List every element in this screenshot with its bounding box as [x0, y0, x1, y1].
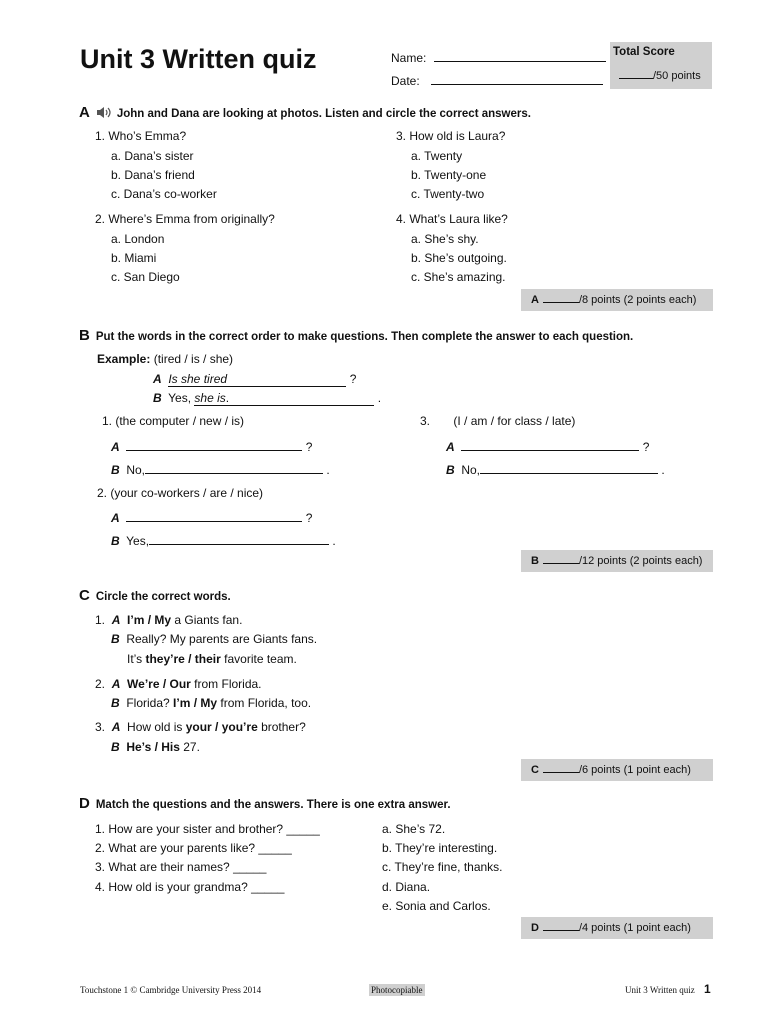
c-item-1a: 1. A I’m / My a Giants fan. — [95, 613, 243, 627]
a-q1-option-b[interactable]: b. Dana’s friend — [111, 168, 195, 182]
b-q3-a-field[interactable] — [461, 438, 639, 451]
d-question-4[interactable]: 4. How old is your grandma? _____ — [95, 880, 285, 894]
section-b-score-field[interactable] — [543, 553, 579, 564]
a-question-4: 4. What’s Laura like? — [396, 212, 508, 226]
d-answer-c: c. They’re fine, thanks. — [382, 860, 503, 874]
b-q3-a: A ? — [446, 440, 650, 454]
d-question-2[interactable]: 2. What are your parents like? _____ — [95, 841, 292, 855]
c-item-3b: B He’s / His 27. — [111, 740, 200, 754]
section-d-header: D Match the questions and the answers. There is one extra answer. — [79, 795, 451, 812]
section-b-header: B Put the words in the correct order to make questions. Then complete the answer to each question. — [79, 327, 634, 344]
d-answer-b: b. They’re interesting. — [382, 841, 498, 855]
a-question-1: 1. Who’s Emma? — [95, 129, 187, 143]
section-a-score-field[interactable] — [543, 292, 579, 303]
section-d-instruction: Match the questions and the answers. There is one extra answer. — [95, 799, 451, 811]
b-example: Example: (tired / is / she) — [97, 352, 234, 366]
b-question-1: 1. (the computer / new / is) — [102, 414, 245, 428]
date-field[interactable] — [431, 72, 603, 85]
d-answer-d: d. Diana. — [382, 880, 431, 894]
a-q1-option-a[interactable]: a. Dana’s sister — [111, 149, 194, 163]
c-item-2a: 2. A We’re / Our from Florida. — [95, 677, 262, 691]
speaker-icon[interactable] — [96, 106, 111, 122]
c-choice-3b[interactable]: He’s / His — [126, 740, 180, 754]
c-item-3a: 3. A How old is your / you’re brother? — [95, 720, 306, 734]
a-q4-option-a[interactable]: a. She’s shy. — [411, 232, 479, 246]
c-item-2b: B Florida? I’m / My from Florida, too. — [111, 696, 312, 710]
c-choice-3a[interactable]: your / you’re — [185, 720, 258, 734]
b-q1-b: B No, . — [111, 463, 330, 477]
a-question-3: 3. How old is Laura? — [396, 129, 506, 143]
section-c-points: C /6 points (1 point each) — [521, 759, 713, 781]
a-q4-option-b[interactable]: b. She’s outgoing. — [411, 251, 507, 265]
b-q2-a-field[interactable] — [126, 509, 302, 522]
a-q3-option-c[interactable]: c. Twenty-two — [411, 187, 485, 201]
footer-photocopiable: Photocopiable — [371, 985, 423, 995]
b-question-2: 2. (your co-workers / are / nice) — [97, 486, 264, 500]
c-item-1b: B Really? My parents are Giants fans. — [111, 632, 318, 646]
footer-unit-title: Unit 3 Written quiz — [625, 985, 695, 995]
a-q2-option-c[interactable]: c. San Diego — [111, 270, 180, 284]
name-label: Name: — [391, 49, 606, 65]
total-score-label: Total Score — [613, 46, 675, 58]
name-field[interactable] — [434, 49, 606, 62]
footer-copyright: Touchstone 1 © Cambridge University Press 2014 — [80, 985, 262, 995]
b-q1-a: A ? — [111, 440, 313, 454]
section-d-score-field[interactable] — [543, 920, 579, 931]
a-q2-option-a[interactable]: a. London — [111, 232, 165, 246]
b-example-a: A Is she tired ? — [153, 372, 357, 386]
d-question-3[interactable]: 3. What are their names? _____ — [95, 860, 267, 874]
a-q1-option-c[interactable]: c. Dana’s co-worker — [111, 187, 217, 201]
b-q2-a: A ? — [111, 511, 313, 525]
c-choice-2a[interactable]: We’re / Our — [127, 677, 191, 691]
section-b-points: B /12 points (2 points each) — [521, 550, 713, 572]
d-answer-a: a. She’s 72. — [382, 822, 446, 836]
a-question-2: 2. Where’s Emma from originally? — [95, 212, 275, 226]
page-number: 1 — [704, 982, 711, 996]
section-a-header — [79, 104, 531, 122]
section-a-points: A /8 points (2 points each) — [521, 289, 713, 311]
b-example-b: B Yes, she is. . — [153, 391, 382, 405]
date-label: Date: — [391, 72, 603, 88]
section-a-instruction: John and Dana are looking at photos. Listen and circle the correct answers. — [116, 108, 531, 120]
section-c-header: C Circle the correct words. — [79, 587, 231, 604]
section-b-instruction: Put the words in the correct order to make questions. Then complete the answer to each question. — [95, 331, 634, 343]
total-score-field[interactable] — [619, 68, 653, 79]
c-choice-2b[interactable]: I’m / My — [173, 696, 218, 710]
b-question-3: 3. (I / am / for class / late) — [420, 414, 576, 428]
section-d-points: D /4 points (1 point each) — [521, 917, 713, 939]
a-q2-option-b[interactable]: b. Miami — [111, 251, 157, 265]
total-score-box — [610, 42, 712, 89]
d-answer-e: e. Sonia and Carlos. — [382, 899, 491, 913]
section-a-letter: A — [79, 104, 90, 121]
b-q1-b-field[interactable] — [145, 461, 323, 474]
b-q2-b: B Yes, . — [111, 534, 336, 548]
a-q3-option-a[interactable]: a. Twenty — [411, 149, 463, 163]
b-q3-b: B No, . — [446, 463, 665, 477]
total-points: /50 points — [653, 70, 701, 82]
b-q1-a-field[interactable] — [126, 438, 302, 451]
a-q4-option-c[interactable]: c. She’s amazing. — [411, 270, 506, 284]
page-title: Unit 3 Written quiz — [80, 44, 317, 74]
section-c-instruction: Circle the correct words. — [95, 591, 231, 603]
a-q3-option-b[interactable]: b. Twenty-one — [411, 168, 487, 182]
section-c-score-field[interactable] — [543, 762, 579, 773]
c-choice-1c[interactable]: they’re / their — [145, 652, 221, 666]
c-item-1c: It’s they’re / their favorite team. — [127, 652, 297, 666]
b-q2-b-field[interactable] — [149, 532, 329, 545]
b-q3-b-field[interactable] — [480, 461, 658, 474]
d-question-1[interactable]: 1. How are your sister and brother? _____ — [95, 822, 320, 836]
c-choice-1a[interactable]: I’m / My — [127, 613, 172, 627]
